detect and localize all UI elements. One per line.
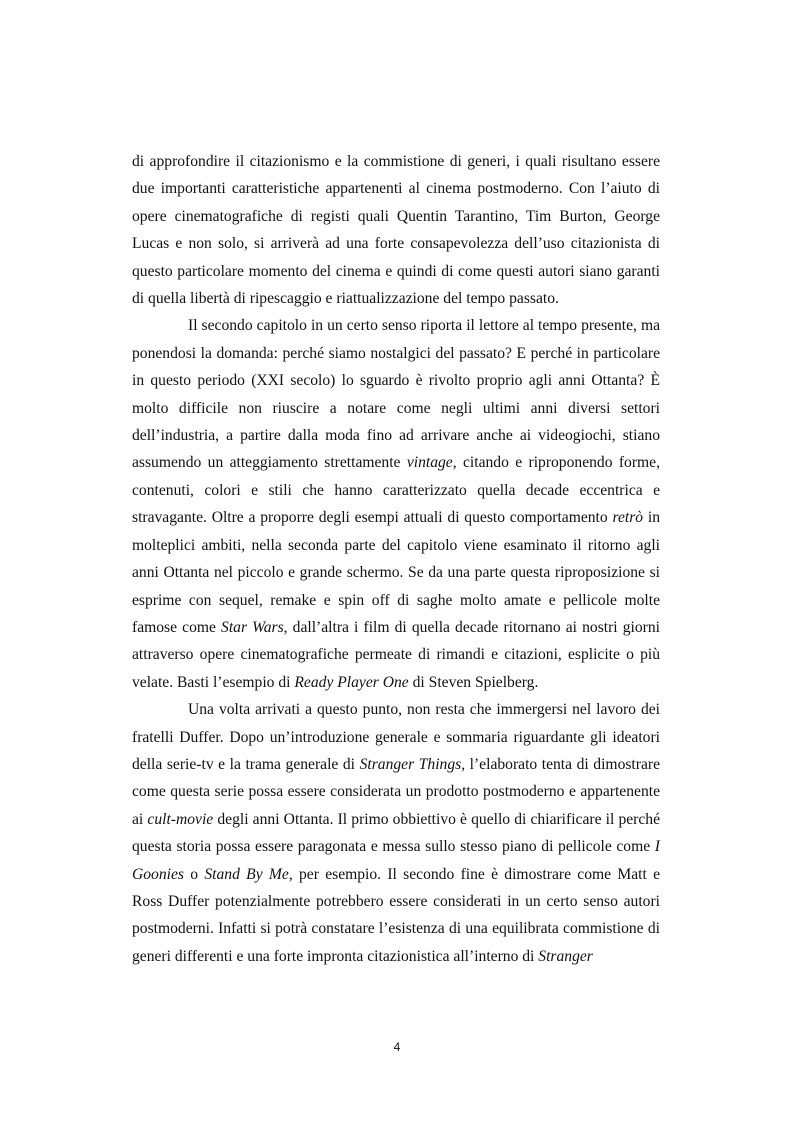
paragraph-2 xyxy=(132,312,660,696)
paragraph-2-text-2: , citando e riproponendo forme, contenuti, colori e stili che hanno caratterizzato quella decade eccentrica e stravagante. Oltre a proporre degli esempi attuali di questo comportamento xyxy=(132,454,660,527)
paragraph-3-italic-cult-movie: cult-movie xyxy=(147,810,214,828)
paragraph-3-text-1: Una volta arrivati a questo punto, non resta che immergersi nel lavoro dei fratelli Duffer. Dopo un’introduzione generale e sommaria riguardante gli ideatori della serie-tv e la trama generale di xyxy=(132,701,660,773)
paragraph-2-text-1: Il secondo capitolo in un certo senso riporta il lettore al tempo presente, ma ponendosi la domanda: perché siamo nostalgici del passato? E perché in particolare in questo periodo (XXI secolo) lo sguardo è rivolto proprio agli anni Ottanta? È molto difficile non riuscire a notare come negli ultimi anni diversi settori dell’industria, a partire dalla moda fino ad arrivare anche ai videogiochi, stiano assumendo un atteggiamento strettamente xyxy=(132,317,660,472)
paragraph-3-italic-stranger: Stranger xyxy=(538,947,593,965)
paragraph-3-text-5: , per esempio. Il secondo fine è dimostrare come Matt e Ross Duffer potenzialmente potrebbero essere considerati in un certo senso autori postmoderni. Infatti si potrà constatare l’esistenza di una equilibrata commistione di generi differenti e una forte impronta citazionistica all’interno di xyxy=(132,865,660,965)
paragraph-2-italic-star-wars: Star Wars xyxy=(221,618,284,636)
paragraph-2-text-3: in molteplici ambiti, nella seconda parte del capitolo viene esaminato il ritorno agli anni Ottanta nel piccolo e grande schermo. Se da una parte questa riproposizione si esprime con sequel, remake e spin off di saghe molto amate e pellicole molte famose come xyxy=(132,509,660,636)
paragraph-3-italic-stranger-things: Stranger Things xyxy=(359,755,462,773)
paragraph-3-text-4: o xyxy=(183,865,205,883)
paragraph-2-italic-retro: retrò xyxy=(612,509,644,527)
paragraph-2-italic-vintage: vintage xyxy=(406,454,453,472)
paragraph-3-text-2: , l’elaborato tenta di dimostrare come questa serie possa essere considerata un prodotto postmoderno e appartenente ai xyxy=(132,755,660,828)
paragraph-2-text-4: , dall’altra i film di quella decade ritornano ai nostri giorni attraverso opere cinematografiche permeate di rimandi e citazioni, esplicite o più velate. Basti l’esempio di xyxy=(132,618,660,691)
paragraph-3-italic-stand-by-me: Stand By Me xyxy=(204,865,289,883)
page-number: 4 xyxy=(393,1040,401,1054)
body-text xyxy=(132,148,660,970)
paragraph-1 xyxy=(132,148,660,312)
paragraph-2-text-5: di Steven Spielberg. xyxy=(408,673,539,691)
paragraph-3 xyxy=(132,696,660,970)
paragraph-3-text-3: degli anni Ottanta. Il primo obbiettivo è quello di chiarificare il perché questa storia possa essere paragonata e messa sullo stesso piano di pellicole come xyxy=(132,810,660,856)
paragraph-3-italic-i-goonies: I Goonies xyxy=(132,838,660,883)
paragraph-2-italic-ready-player-one: Ready Player One xyxy=(294,673,409,691)
paragraph-1-text: di approfondire il citazionismo e la commistione di generi, i quali risultano essere due importanti caratteristiche appartenenti al cinema postmoderno. Con l’aiuto di opere cinematografiche di registi quali Quentin Tarantino, Tim Burton, George Lucas e non solo, si arriverà ad una forte consapevolezza dell’uso citazionista di questo particolare momento del cinema e quindi di come questi autori siano garanti di quella libertà di ripescaggio e riattualizzazione del tempo passato. xyxy=(132,153,660,308)
